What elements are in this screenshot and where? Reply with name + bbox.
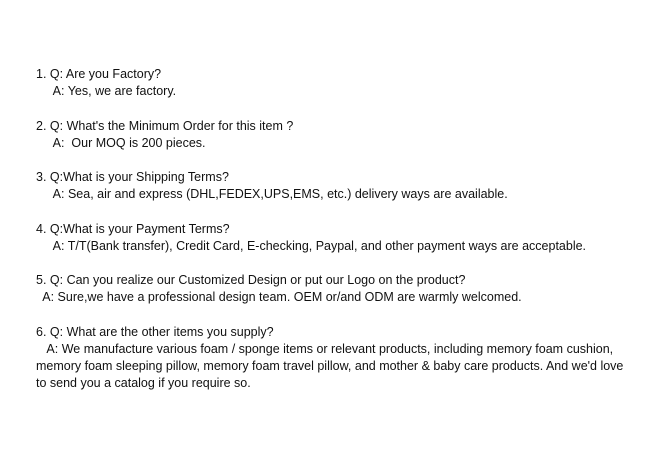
faq-question-2: 2. Q: What's the Minimum Order for this item ? [36,118,294,133]
faq-item-1 [36,66,636,100]
faq-answer-2: A: Our MOQ is 200 pieces. [36,135,206,150]
faq-question-4: 4. Q:What is your Payment Terms? [36,221,230,236]
faq-answer-6: A: We manufacture various foam / sponge items or relevant products, including memory foam cushion, memory foam sleeping pillow, memory foam travel pillow, and mother & baby care products. And we'd love to send you a catalog if you require so. [36,341,627,390]
faq-item-4 [36,221,636,255]
faq-item-6 [36,324,636,392]
faq-answer-1: A: Yes, we are factory. [36,84,177,98]
faq-item-2 [36,118,636,152]
faq-question-5: 5. Q: Can you realize our Customized Design or put our Logo on the product? [36,273,466,287]
faq-question-3: 3. Q:What is your Shipping Terms? [36,170,229,184]
faq-list [36,66,636,409]
faq-answer-3: A: Sea, air and express (DHL,FEDEX,UPS,EMS, etc.) delivery ways are available. [36,187,508,201]
faq-item-3 [36,169,636,203]
faq-question-6: 6. Q: What are the other items you supply? [36,324,274,339]
faq-answer-4: A: T/T(Bank transfer), Credit Card, E-checking, Paypal, and other payment ways are acceptable. [36,238,587,253]
faq-question-1: 1. Q: Are you Factory? [36,67,162,81]
faq-item-5 [36,272,636,306]
faq-answer-5: A: Sure,we have a professional design team. OEM or/and ODM are warmly welcomed. [36,290,522,304]
